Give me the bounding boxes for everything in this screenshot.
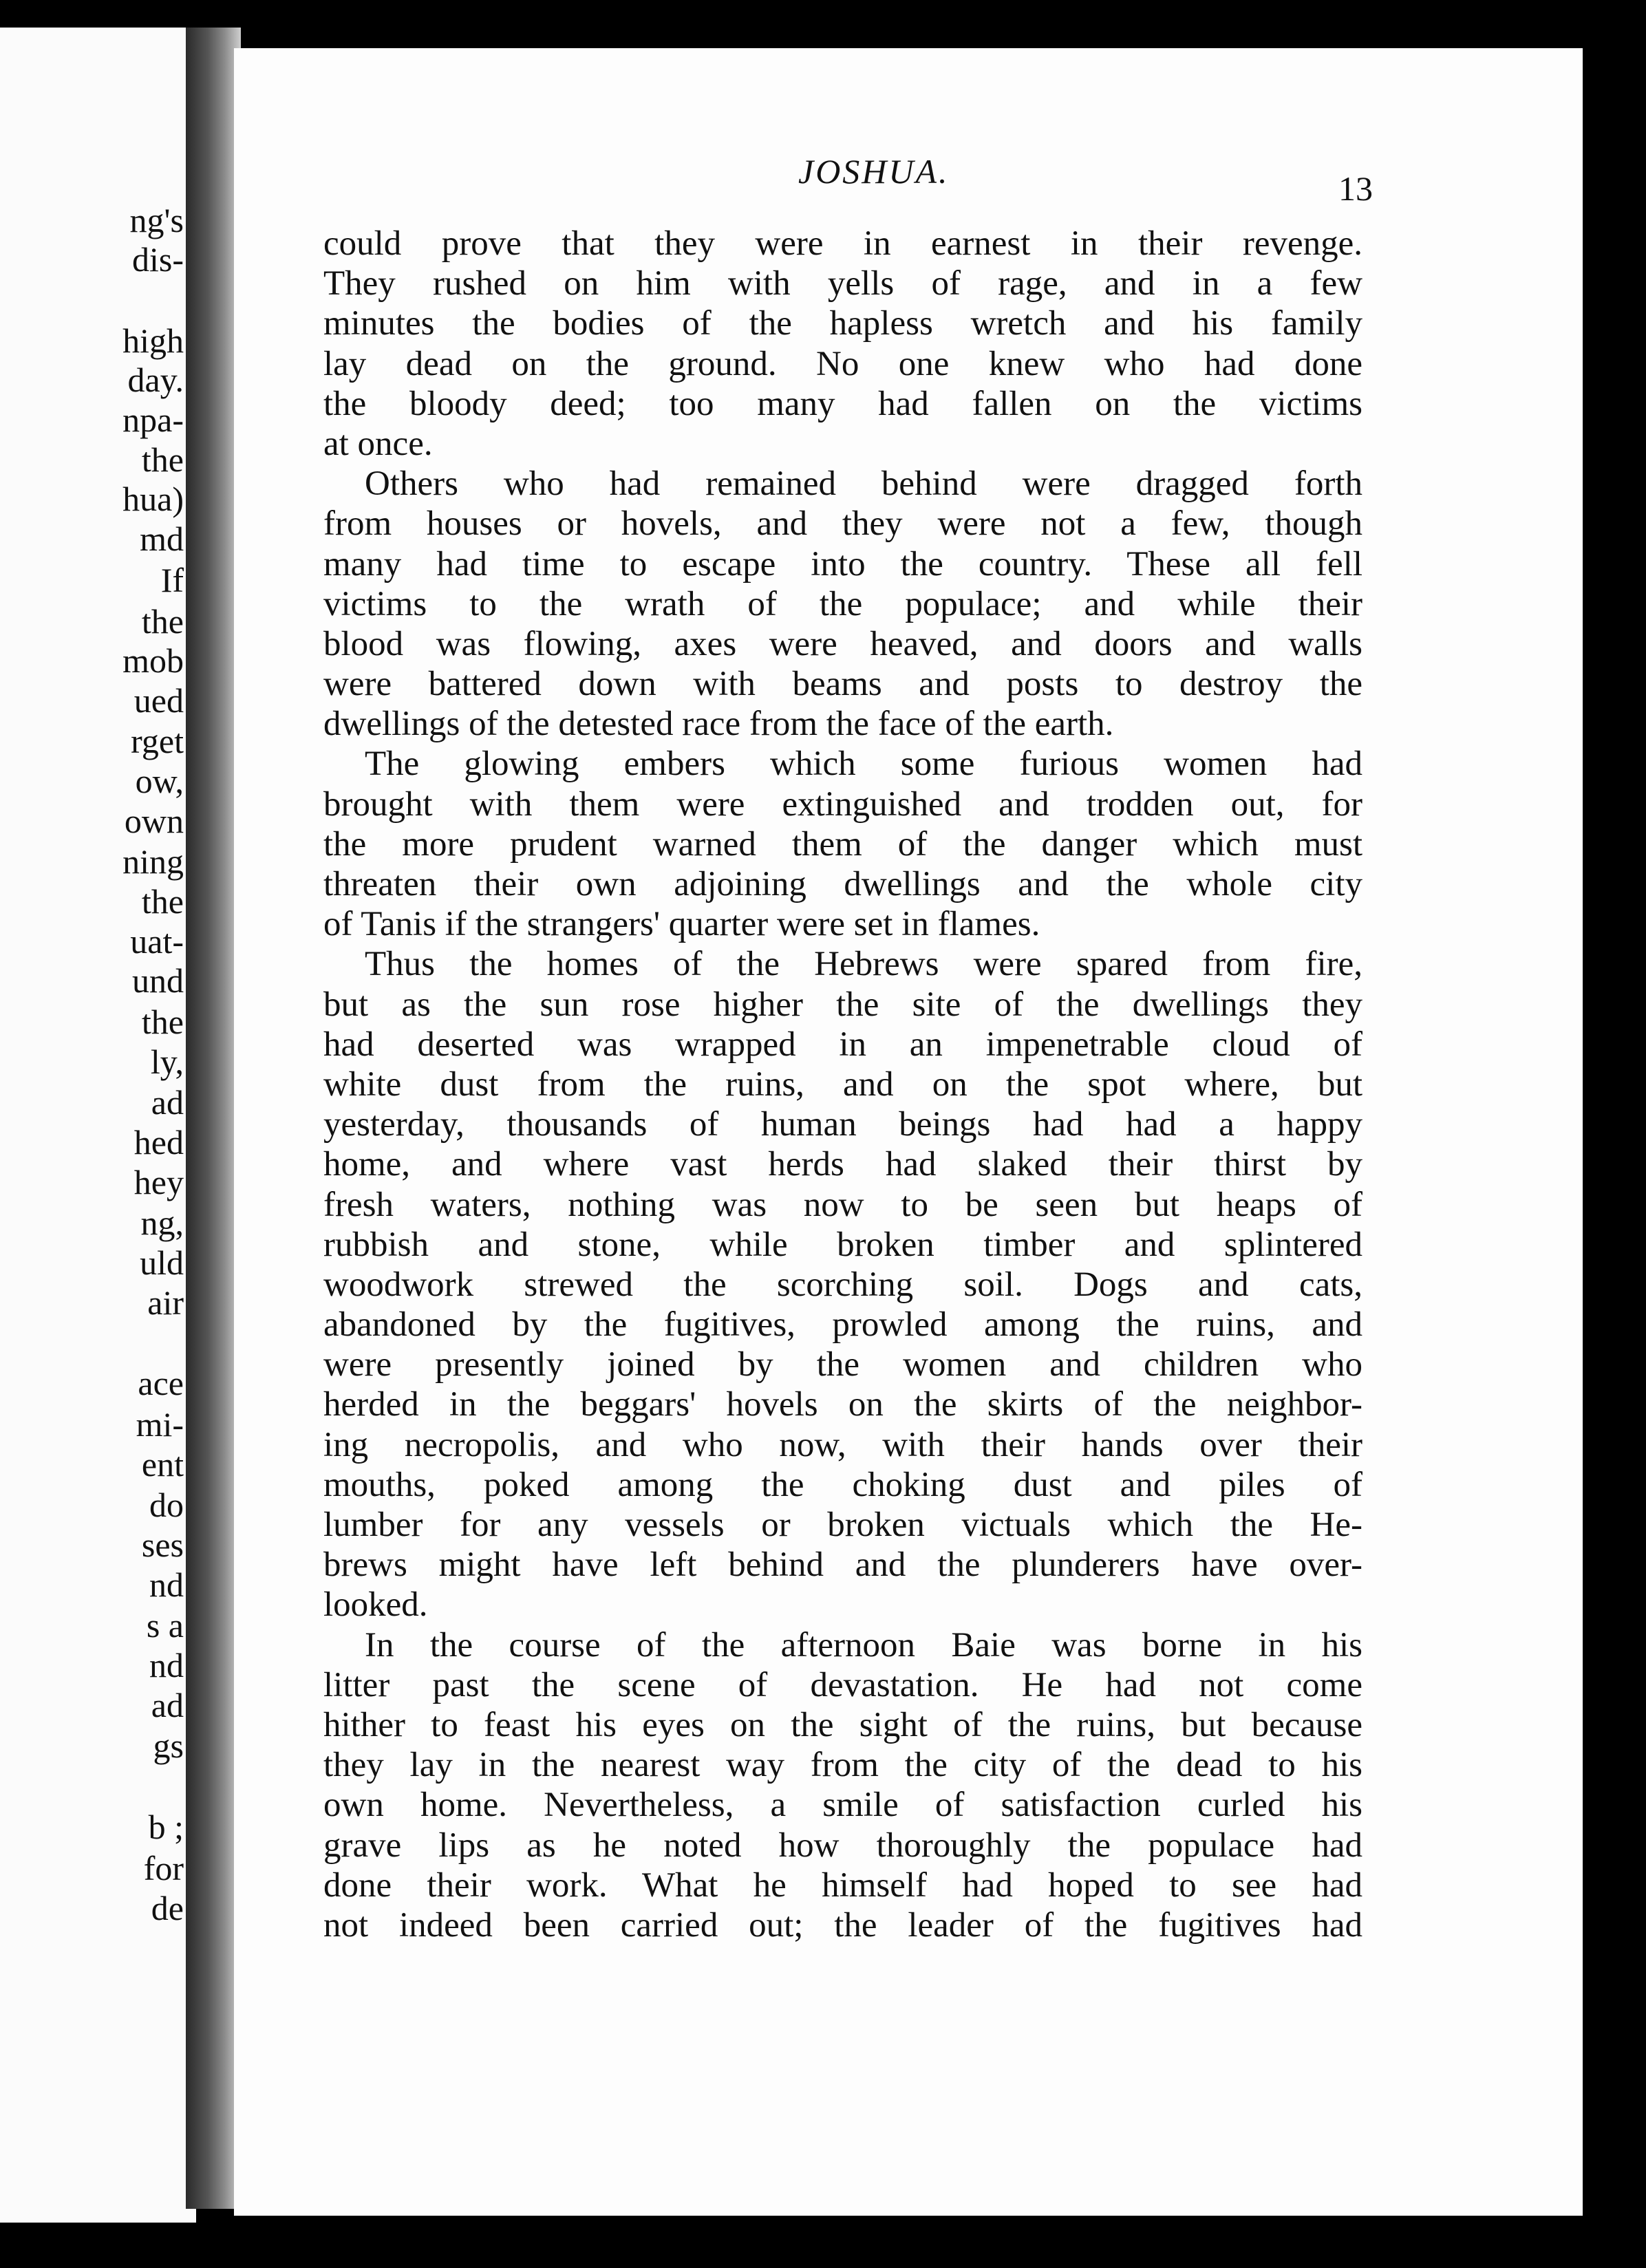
text-line: had deserted was wrapped in an impenetrable cloud of [323, 1025, 1362, 1064]
left-page-fragment: high [122, 321, 184, 360]
text-line: brought with them were extinguished and trodden out, for [323, 784, 1362, 824]
text-line: done their work. What he himself had hoped to see had [323, 1865, 1362, 1905]
text-line: litter past the scene of devastation. He had not come [323, 1665, 1362, 1704]
text-line: ing necropolis, and who now, with their hands over their [323, 1425, 1362, 1464]
text-line: white dust from the ruins, and on the spot where, but [323, 1065, 1362, 1104]
body-text [323, 224, 1362, 1945]
left-page-fragment: mi- [136, 1405, 184, 1444]
left-page-fragment: npa- [122, 400, 184, 439]
text-line: Others who had remained behind were dragged forth [365, 464, 1362, 504]
left-page-fragment: ad [151, 1686, 184, 1724]
text-line: hither to feast his eyes on the sight of the ruins, but because [323, 1705, 1362, 1744]
text-line: woodwork strewed the scorching soil. Dogs and cats, [323, 1265, 1362, 1304]
text-line: at once. [323, 424, 433, 463]
page-number: 13 [1338, 169, 1373, 208]
text-line: grave lips as he noted how thoroughly the populace had [323, 1826, 1362, 1865]
text-line: minutes the bodies of the hapless wretch and his family [323, 304, 1362, 343]
left-page-fragment: ning [122, 842, 184, 881]
text-line: lumber for any vessels or broken victuals which the He- [323, 1506, 1362, 1544]
left-page-fragment: nd [149, 1565, 184, 1604]
left-page-fragment: the [141, 440, 184, 479]
left-page-fragment: hey [133, 1163, 184, 1201]
text-line: could prove that they were in earnest in their revenge. [323, 224, 1362, 263]
left-page-fragment: for [143, 1849, 184, 1887]
left-page-fragment: ses [141, 1526, 184, 1564]
left-page-fragment: do [149, 1486, 184, 1524]
left-page-fragment: uat- [130, 922, 184, 961]
text-line: They rushed on him with yells of rage, and in a few [323, 264, 1362, 303]
text-line: home, and where vast herds had slaked their thirst by [323, 1145, 1362, 1184]
text-line: the bloody deed; too many had fallen on the victims [323, 384, 1362, 423]
left-page-fragment: mob [122, 641, 184, 680]
text-line: brews might have left behind and the plunderers have over- [323, 1545, 1362, 1585]
left-page-fragment: ly, [150, 1042, 184, 1081]
left-page-fragment: de [151, 1889, 184, 1927]
text-line: they lay in the nearest way from the city of the dead to his [323, 1746, 1362, 1785]
left-page-fragment: If [160, 561, 184, 599]
text-line: mouths, poked among the choking dust and piles of [323, 1465, 1362, 1504]
left-page-fragment: ng's [129, 201, 184, 239]
left-page-fragment: und [132, 961, 184, 1000]
left-page-fragment: the [141, 1003, 184, 1041]
text-line: yesterday, thousands of human beings had had a happy [323, 1105, 1362, 1144]
left-page-fragment: ad [151, 1083, 184, 1122]
text-line: lay dead on the ground. No one knew who had done [323, 344, 1362, 383]
left-page-fragment: the [141, 602, 184, 641]
left-page-fragment: dis- [132, 240, 184, 279]
text-line: victims to the wrath of the populace; and while their [323, 584, 1362, 623]
text-line: looked. [323, 1585, 428, 1625]
text-line: abandoned by the fugitives, prowled among the ruins, and [323, 1305, 1362, 1345]
text-line: dwellings of the detested race from the face of the earth. [323, 705, 1114, 744]
text-line: herded in the beggars' hovels on the skirts of the neighbor- [323, 1385, 1362, 1424]
text-line: of Tanis if the strangers' quarter were set in flames. [323, 905, 1040, 944]
text-line: but as the sun rose higher the site of the dwellings they [323, 985, 1362, 1024]
left-page-fragment: ent [141, 1445, 184, 1484]
text-line: The glowing embers which some furious women had [365, 745, 1362, 784]
text-line: were battered down with beams and posts to destroy the [323, 665, 1362, 704]
text-line: In the course of the afternoon Baie was borne in his [365, 1625, 1362, 1665]
left-page-fragment: gs [153, 1726, 184, 1765]
left-page-fragment: air [147, 1283, 184, 1322]
text-line: many had time to escape into the country. These all fell [323, 544, 1362, 584]
text-line: were presently joined by the women and children who [323, 1345, 1362, 1384]
book-gutter [186, 28, 241, 2209]
left-facing-page [0, 28, 196, 2223]
left-page-fragment: nd [149, 1646, 184, 1684]
text-line: the more prudent warned them of the danger which must [323, 824, 1362, 864]
left-page-fragment: rget [131, 722, 184, 760]
text-line: Thus the homes of the Hebrews were spared from fire, [365, 945, 1362, 984]
text-line: own home. Nevertheless, a smile of satisfaction curled his [323, 1786, 1362, 1825]
left-page-fragment: hua) [122, 480, 184, 518]
left-page-fragment: uld [140, 1243, 184, 1282]
text-line: fresh waters, nothing was now to be seen but heaps of [323, 1185, 1362, 1224]
left-page-fragment: ng, [140, 1203, 184, 1242]
left-page-fragment: b ; [148, 1808, 184, 1846]
text-line: from houses or hovels, and they were not a few, though [323, 504, 1362, 544]
text-line: threaten their own adjoining dwellings and the whole city [323, 865, 1362, 903]
scan-border [1583, 48, 1646, 2216]
text-line: not indeed been carried out; the leader of the fugitives had [323, 1905, 1362, 1945]
text-line: rubbish and stone, while broken timber and splintered [323, 1225, 1362, 1264]
left-page-fragment: ued [133, 681, 184, 720]
left-page-fragment: hed [133, 1123, 184, 1162]
text-line: blood was flowing, axes were heaved, and doors and walls [323, 624, 1362, 663]
left-page-fragment: day. [127, 361, 184, 399]
left-page-fragment: own [124, 802, 184, 840]
left-page-fragment: md [140, 520, 184, 558]
left-page-fragment: ow, [135, 762, 184, 800]
left-page-fragment: the [141, 882, 184, 921]
left-page-fragment: s a [146, 1606, 184, 1645]
left-page-fragment: ace [138, 1364, 184, 1402]
running-head: JOSHUA. [798, 152, 950, 191]
